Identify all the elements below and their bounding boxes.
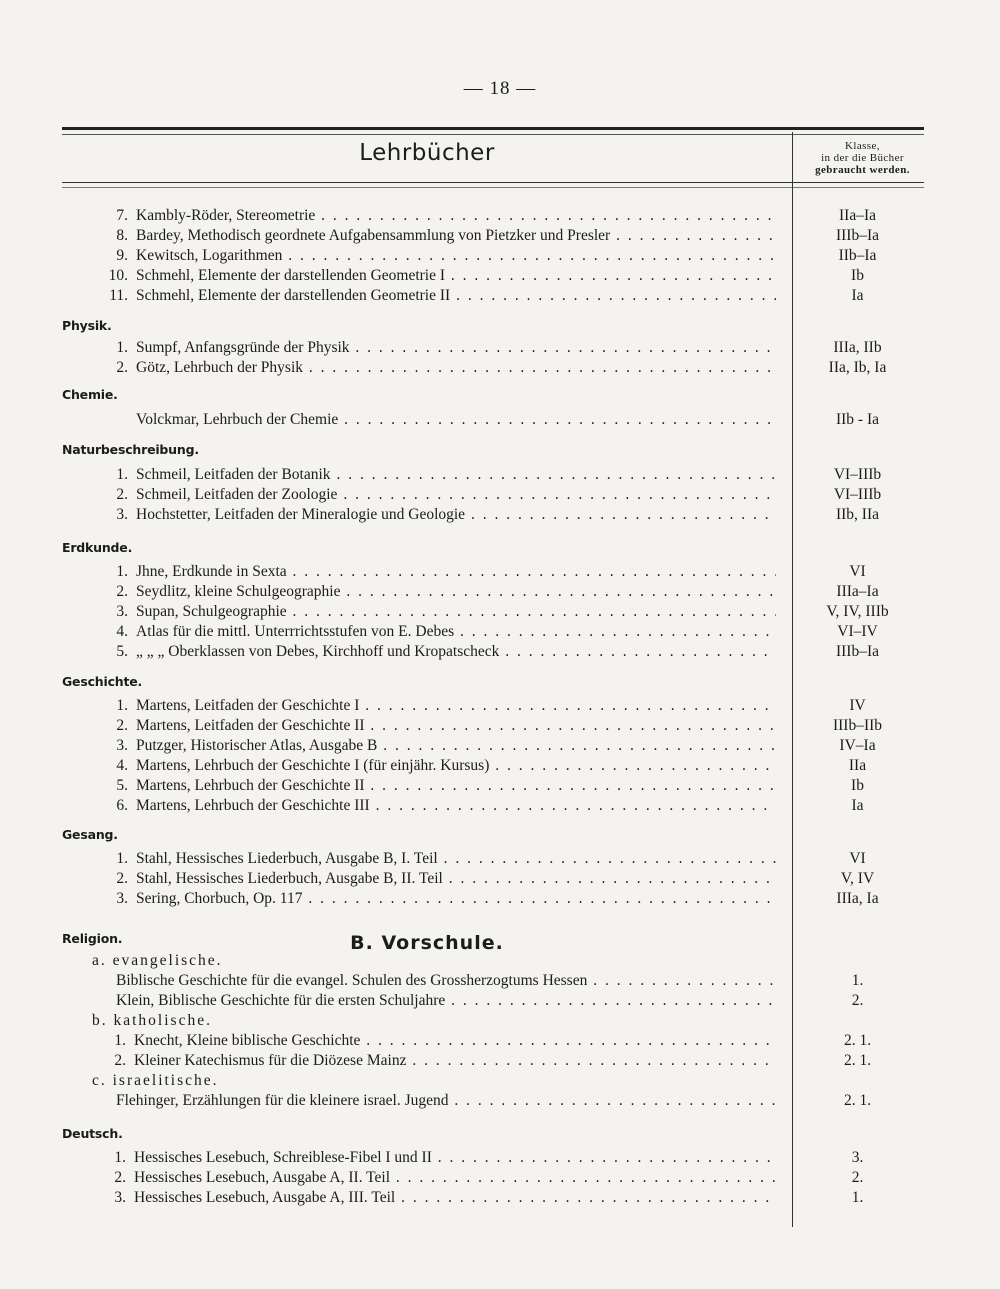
klasse-header-line: in der die Bücher [821, 152, 904, 164]
book-row [0, 736, 1000, 756]
book-row [0, 1168, 1000, 1188]
book-title: Volckmar, Lehrbuch der Chemie . . . [136, 410, 776, 430]
klasse-value: 1. [851, 972, 864, 989]
book-row [0, 1051, 1000, 1071]
row-number: 2. [114, 1052, 126, 1069]
book-title: Sumpf, Anfangsgründe der Physik . . . [136, 338, 776, 358]
book-title: Schmeil, Leitfaden der Botanik . . . [136, 465, 776, 485]
book-title: Stahl, Hessisches Liederbuch, Ausgabe B, II. Teil . . . [136, 869, 776, 889]
klasse-value: IIb - Ia [835, 411, 880, 428]
row-number: 11. [109, 287, 128, 304]
section-heading-gesang: Gesang. [62, 827, 118, 842]
header-divider [62, 187, 924, 188]
book-row [0, 716, 1000, 736]
row-number: 8. [116, 227, 128, 244]
book-row [0, 776, 1000, 796]
book-title: Hessisches Lesebuch, Ausgabe A, III. Teil . . . [134, 1188, 776, 1208]
book-row [0, 358, 1000, 378]
klasse-value: 2. 1. [843, 1052, 872, 1069]
header-rule [62, 127, 924, 130]
klasse-value: Ib [851, 777, 864, 794]
klasse-value: IIIb–Ia [835, 643, 880, 660]
row-number: 3. [116, 506, 128, 523]
book-row [0, 465, 1000, 485]
row-number: 3. [116, 737, 128, 754]
book-row [0, 622, 1000, 642]
book-row [0, 226, 1000, 246]
book-title: Kambly-Röder, Stereometrie . . . [136, 206, 776, 226]
book-row [0, 869, 1000, 889]
row-number: 3. [116, 603, 128, 620]
book-title: Martens, Leitfaden der Geschichte II . . . [136, 716, 776, 736]
klasse-value: VI–IV [837, 623, 878, 640]
book-title: Flehinger, Erzählungen für die kleinere israel. Jugend . . . [116, 1091, 776, 1111]
header-divider [62, 182, 924, 183]
row-number: 1. [114, 1032, 126, 1049]
book-title: Jhne, Erdkunde in Sexta . . . [136, 562, 776, 582]
book-title: Martens, Lehrbuch der Geschichte II . . . [136, 776, 776, 796]
book-title: Martens, Leitfaden der Geschichte I . . . [136, 696, 776, 716]
book-row [0, 756, 1000, 776]
section-heading-naturbeschreibung: Naturbeschreibung. [62, 442, 199, 457]
klasse-value: 2. [851, 1169, 864, 1186]
klasse-value: V, IV [840, 870, 875, 887]
klasse-value: Ia [851, 797, 864, 814]
klasse-value: 3. [851, 1149, 864, 1166]
klasse-value: IIIb–IIb [832, 717, 883, 734]
row-number: 10. [108, 267, 128, 284]
book-title: Stahl, Hessisches Liederbuch, Ausgabe B, I. Teil . . . [136, 849, 776, 869]
klasse-value: 2. 1. [843, 1032, 872, 1049]
row-number: 3. [116, 890, 128, 907]
book-row [0, 410, 1000, 430]
row-number: 4. [116, 623, 128, 640]
klasse-value: IIIa, Ia [836, 890, 879, 907]
header-rule [62, 134, 924, 135]
book-title: Hessisches Lesebuch, Ausgabe A, II. Teil . . . [134, 1168, 776, 1188]
book-title: Bardey, Methodisch geordnete Aufgabensammlung von Pietzker und Presler . . . [136, 226, 776, 246]
book-row [0, 485, 1000, 505]
klasse-value: IIa, Ib, Ia [828, 359, 887, 376]
row-number: 1. [116, 339, 128, 356]
section-heading-chemie: Chemie. [62, 387, 118, 402]
row-number: 2. [114, 1169, 126, 1186]
klasse-value: VI–IIIb [833, 466, 882, 483]
row-number: 1. [116, 563, 128, 580]
book-row [0, 206, 1000, 226]
book-title: Schmeil, Leitfaden der Zoologie . . . [136, 485, 776, 505]
book-title: Kleiner Katechismus für die Diözese Mainz . . . [134, 1051, 776, 1071]
klasse-value: IIIb–Ia [835, 227, 880, 244]
row-number: 6. [116, 797, 128, 814]
book-row [0, 266, 1000, 286]
klasse-value: V, IV, IIIb [826, 603, 889, 620]
section-heading-geschichte: Geschichte. [62, 674, 143, 689]
section-heading-erdkunde: Erdkunde. [62, 540, 133, 555]
row-number: 1. [116, 850, 128, 867]
section-heading-physik: Physik. [62, 318, 112, 333]
book-row [0, 582, 1000, 602]
book-row [0, 602, 1000, 622]
book-title: Schmehl, Elemente der darstellenden Geometrie II . . . [136, 286, 776, 306]
book-title: Klein, Biblische Geschichte für die ersten Schuljahre . . . [116, 991, 776, 1011]
row-number: 5. [116, 777, 128, 794]
section-heading-deutsch: Deutsch. [62, 1126, 123, 1141]
row-number: 4. [116, 757, 128, 774]
row-number: 2. [116, 717, 128, 734]
row-number: 7. [116, 207, 128, 224]
book-row [0, 696, 1000, 716]
klasse-value: VI [849, 850, 866, 867]
book-title: Seydlitz, kleine Schulgeographie . . . [136, 582, 776, 602]
klasse-value: IIb–Ia [838, 247, 877, 264]
klasse-value: IV–Ia [839, 737, 876, 754]
book-row [0, 562, 1000, 582]
klasse-value: Ia [851, 287, 864, 304]
klasse-value: IIIa–Ia [836, 583, 879, 600]
book-title: Martens, Lehrbuch der Geschichte III . . . [136, 796, 776, 816]
klasse-value: 2. [851, 992, 864, 1009]
book-title: Martens, Lehrbuch der Geschichte I (für einjähr. Kursus) . . . [136, 756, 776, 776]
klasse-column-header [795, 140, 930, 176]
book-title: Knecht, Kleine biblische Geschichte . . . [134, 1031, 776, 1051]
row-number: 2. [116, 486, 128, 503]
klasse-header-line: Klasse, [845, 140, 880, 152]
klasse-value: VI [849, 563, 866, 580]
row-number: 9. [116, 247, 128, 264]
subheading-evangelisch: a. evangelische. [92, 952, 223, 969]
book-row [0, 1091, 1000, 1111]
row-number: 1. [116, 697, 128, 714]
book-title: Biblische Geschichte für die evangel. Schulen des Grossherzogtums Hessen . . . [116, 971, 776, 991]
table-title: Lehrbücher [359, 140, 495, 166]
book-row [0, 849, 1000, 869]
book-row [0, 796, 1000, 816]
book-title: Atlas für die mittl. Unterrrichtsstufen von E. Debes . . . [136, 622, 776, 642]
book-title: Supan, Schulgeographie . . . [136, 602, 776, 622]
row-number: 1. [114, 1149, 126, 1166]
book-title: Götz, Lehrbuch der Physik . . . [136, 358, 776, 378]
book-row [0, 642, 1000, 662]
row-number: 5. [116, 643, 128, 660]
book-row [0, 1148, 1000, 1168]
klasse-value: IV [849, 697, 866, 714]
row-number: 2. [116, 359, 128, 376]
page-number: — 18 — [463, 78, 537, 99]
book-row [0, 971, 1000, 991]
klasse-value: IIa–Ia [839, 207, 876, 224]
book-row [0, 1188, 1000, 1208]
klasse-value: 2. 1. [843, 1092, 872, 1109]
book-title: Sering, Chorbuch, Op. 117 . . . [136, 889, 776, 909]
klasse-value: IIa [848, 757, 867, 774]
klasse-value: Ib [851, 267, 864, 284]
subheading-israelitisch: c. israelitische. [92, 1072, 219, 1089]
book-title: Schmehl, Elemente der darstellenden Geometrie I . . . [136, 266, 776, 286]
part-heading-vorschule: B. Vorschule. [350, 932, 504, 954]
row-number: 2. [116, 870, 128, 887]
book-row [0, 246, 1000, 266]
klasse-value: VI–IIIb [833, 486, 882, 503]
row-number: 1. [116, 466, 128, 483]
klasse-value: IIIa, IIb [833, 339, 882, 356]
klasse-header-line: gebraucht werden. [815, 164, 910, 176]
klasse-value: IIb, IIa [835, 506, 880, 523]
book-row [0, 505, 1000, 525]
book-row [0, 338, 1000, 358]
book-row [0, 286, 1000, 306]
book-title: Hessisches Lesebuch, Schreiblese-Fibel I und II . . . [134, 1148, 776, 1168]
book-row [0, 991, 1000, 1011]
book-title: Putzger, Historischer Atlas, Ausgabe B . . . [136, 736, 776, 756]
section-heading-religion: Religion. [62, 931, 123, 946]
klasse-value: 1. [851, 1189, 864, 1206]
book-title: Kewitsch, Logarithmen . . . [136, 246, 776, 266]
book-title: Hochstetter, Leitfaden der Mineralogie und Geologie . . . [136, 505, 776, 525]
book-title: „ „ „ Oberklassen von Debes, Kirchhoff und Kropatscheck . . . [136, 642, 776, 662]
row-number: 3. [114, 1189, 126, 1206]
book-row [0, 1031, 1000, 1051]
book-row [0, 889, 1000, 909]
subheading-katholisch: b. katholische. [92, 1012, 212, 1029]
row-number: 2. [116, 583, 128, 600]
